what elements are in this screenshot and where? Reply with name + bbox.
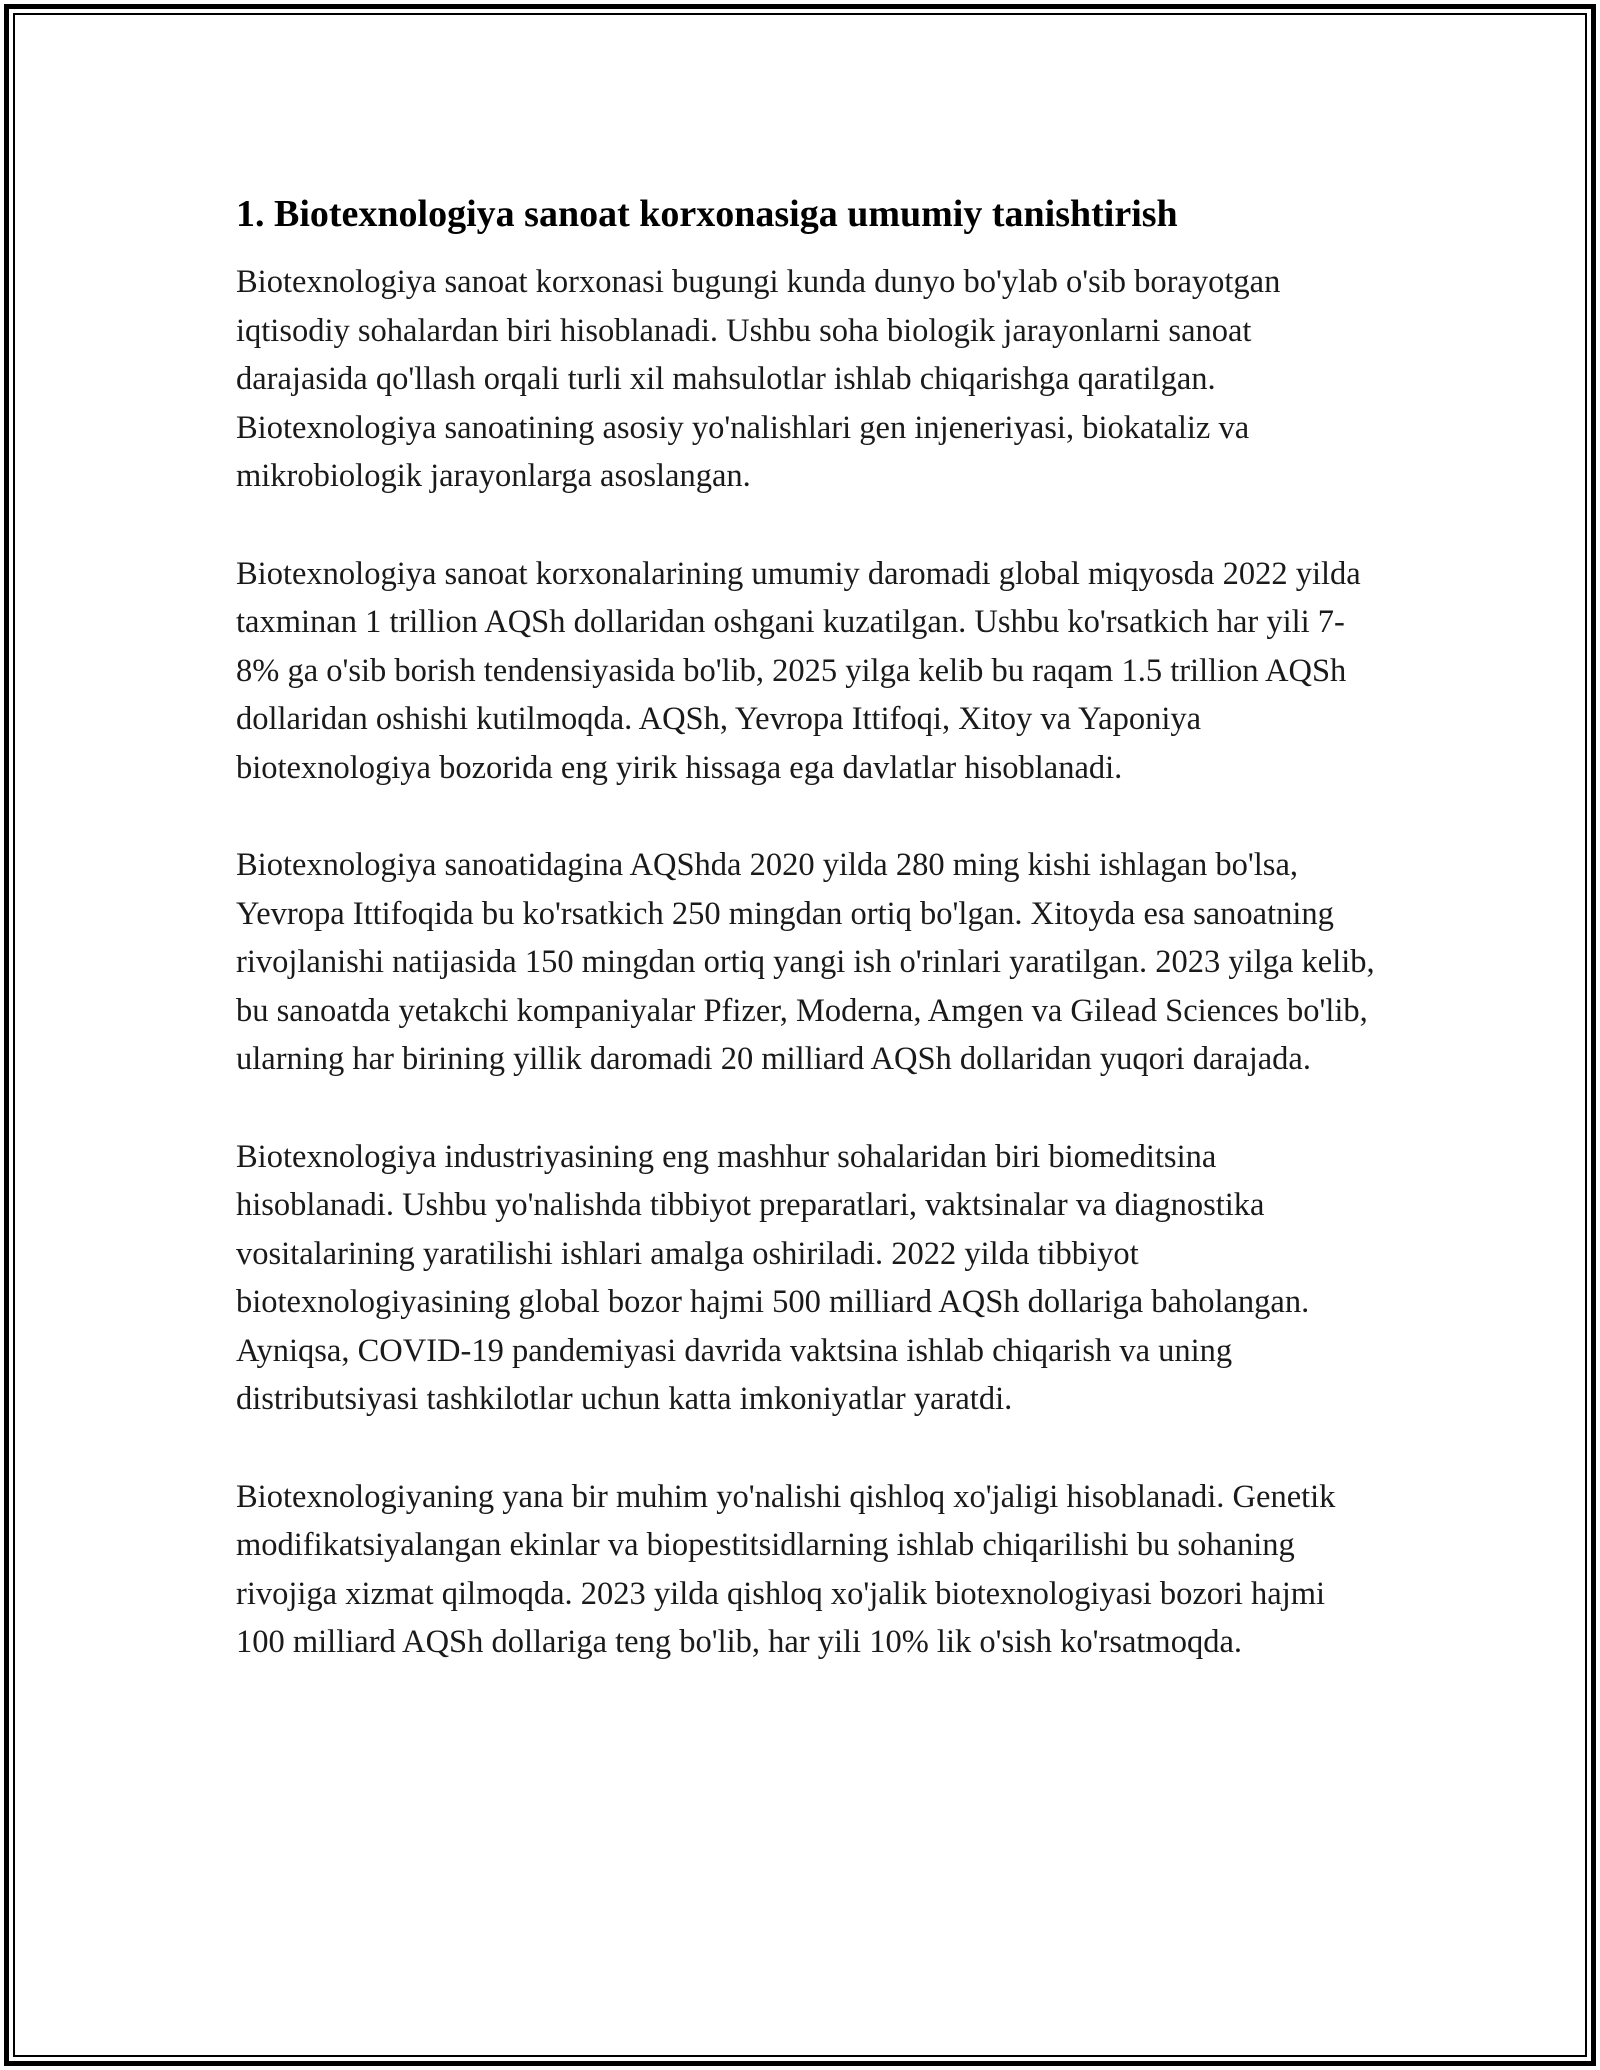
paragraph-employment: Biotexnologiya sanoatidagina AQShda 2020 yilda 280 ming kishi ishlagan bo'lsa, Yevropa Ittifoqida bu ko'rsatkich 250 mingdan ortiq bo'lgan. Xitoyda esa sanoatning rivojlanishi natijasida 150 mingdan ortiq yangi ish o'rinlari yaratilgan. 2023 yilga kelib, bu sanoatda yetakchi kompaniyalar Pfizer, Moderna, Amgen va Gilead Sciences bo'lib, ularning har birining yillik daromadi 20 milliard AQSh dollaridan yuqori darajada.: [236, 847, 1375, 1077]
paragraph-introduction: Biotexnologiya sanoat korxonasi bugungi kunda dunyo bo'ylab o'sib borayotgan iqtisodiy sohalardan biri hisoblanadi. Ushbu soha biologik jarayonlarni sanoat darajasida qo'llash orqali turli xil mahsulotlar ishlab chiqarishga qaratilgan. Biotexnologiya sanoatining asosiy yo'nalishlari gen injeneriyasi, biokataliz va mikrobiologik jarayonlarga asoslangan.: [236, 264, 1281, 494]
document-body: [236, 188, 1376, 1667]
paragraph-biomedicine: Biotexnologiya industriyasining eng mashhur sohalaridan biri biomeditsina hisoblanadi. Ushbu yo'nalishda tibbiyot preparatlari, vaktsinalar va diagnostika vositalarining yaratilishi ishlari amalga oshiriladi. 2022 yilda tibbiyot biotexnologiyasining global bozor hajmi 500 milliard AQSh dollariga baholangan. Ayniqsa, COVID-19 pandemiyasi davrida vaktsina ishlab chiqarish va uning distributsiyasi tashkilotlar uchun katta imkoniyatlar yaratdi.: [236, 1138, 1310, 1417]
paragraph-revenue: Biotexnologiya sanoat korxonalarining umumiy daromadi global miqyosda 2022 yilda taxminan 1 trillion AQSh dollaridan oshgani kuzatilgan. Ushbu ko'rsatkich har yili 7-8% ga o'sib borish tendensiyasida bo'lib, 2025 yilga kelib bu raqam 1.5 trillion AQSh dollaridan oshishi kutilmoqda. AQSh, Yevropa Ittifoqi, Xitoy va Yaponiya biotexnologiya bozorida eng yirik hissaga ega davlatlar hisoblanadi.: [236, 555, 1361, 786]
paragraph-agriculture: Biotexnologiyaning yana bir muhim yo'nalishi qishloq xo'jaligi hisoblanadi. Genetik modifikatsiyalangan ekinlar va biopestitsidlarning ishlab chiqarilishi bu sohaning rivojiga xizmat qilmoqda. 2023 yilda qishloq xo'jalik biotexnologiyasi bozori hajmi 100 milliard AQSh dollariga teng bo'lib, har yili 10% lik o'sish ko'rsatmoqda.: [236, 1478, 1336, 1660]
section-heading: 1. Biotexnologiya sanoat korxonasiga umumiy tanishtirish: [236, 193, 1178, 235]
